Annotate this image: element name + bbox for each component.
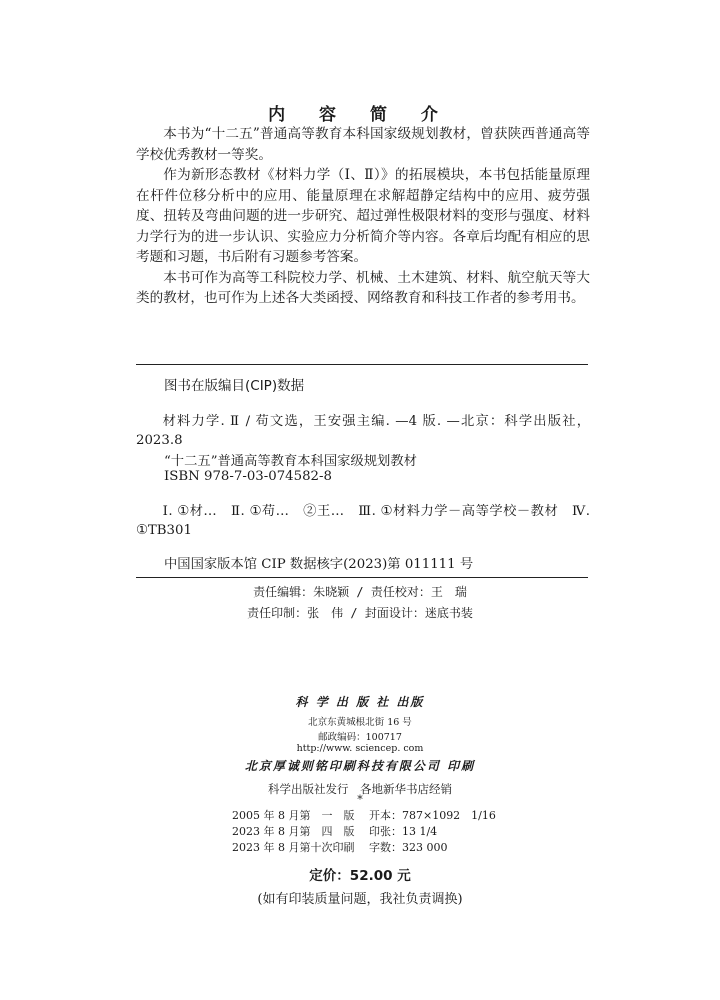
cip-isbn: ISBN 978-7-03-074582-8 — [164, 469, 332, 484]
publisher-address: 北京东黄城根北街 16 号 — [308, 717, 412, 728]
intro-section — [136, 124, 590, 309]
cip-series: “十二五”普通高等教育本科国家级规划教材 — [164, 454, 417, 469]
printer-line: 北京厚诚则铭印刷科技有限公司 印刷 — [244, 759, 476, 773]
cip-classification — [136, 502, 590, 540]
distribution-line: 科学出版社发行 各地新华书店经销 — [268, 782, 452, 796]
divider-top — [136, 364, 588, 365]
intro-paragraph-1: 本书为“十二五”普通高等教育本科国家级规划教材，曾获陕西普通高等学校优秀教材一等奖。 — [136, 126, 590, 163]
credits-line-1: 责任编辑：朱晓颖 / 责任校对：王 瑞 — [253, 585, 467, 599]
separator-star: * — [357, 793, 363, 806]
edition-row-2: 2023 年 8 月第 四 版 印张：13 1/4 — [232, 825, 438, 838]
edition-row-3: 2023 年 8 月第十次印刷 字数：323 000 — [232, 841, 448, 854]
cip-heading: 图书在版编目(CIP)数据 — [164, 378, 305, 394]
page-title: 内 容 简 介 — [268, 105, 452, 125]
credits-line-2: 责任印制：张 伟 / 封面设计：迷底书装 — [247, 606, 473, 620]
publisher-name: 科 学 出 版 社 出版 — [295, 695, 425, 709]
price: 定价：52.00 元 — [309, 868, 411, 884]
intro-paragraph-2: 作为新形态教材《材料力学（Ⅰ、Ⅱ）》的拓展模块，本书包括能量原理在杆件位移分析中的应用、能量原理在求解超静定结构中的应用、疲劳强度、扭转及弯曲问题的进一步研究、超过弹性极限材料的变形与强度、材料力学行为的进一步认识、实验应力分析简介等内容。各章后均配有相应的思考题和习题，书后附有习题参考答案。 — [136, 167, 590, 265]
publisher-postcode: 邮政编码：100717 — [318, 732, 402, 743]
intro-paragraph-3: 本书可作为高等工科院校力学、机械、土木建筑、材料、航空航天等大类的教材，也可作为上述各大类函授、网络教育和科技工作者的参考用书。 — [136, 269, 590, 306]
divider-bottom — [136, 577, 588, 578]
cip-classification-text: Ⅰ. ①材… Ⅱ. ①苟… ②王… Ⅲ. ①材料力学－高等学校－教材 Ⅳ. ①TB301 — [136, 504, 590, 538]
cip-record-text: 材料力学. Ⅱ / 苟文选，王安强主编. —4 版. —北京：科学出版社，2023.8 — [136, 414, 590, 448]
return-note: (如有印装质量问题，我社负责调换) — [257, 892, 463, 907]
edition-specs — [232, 808, 496, 856]
edition-row-1: 2005 年 8 月第 一 版 开本：787×1092 1/16 — [232, 809, 496, 822]
publisher-url: http://www. sciencep. com — [296, 743, 424, 754]
cip-record — [136, 412, 590, 450]
cip-record-number: 中国国家版本馆 CIP 数据核字(2023)第 011111 号 — [164, 557, 474, 572]
